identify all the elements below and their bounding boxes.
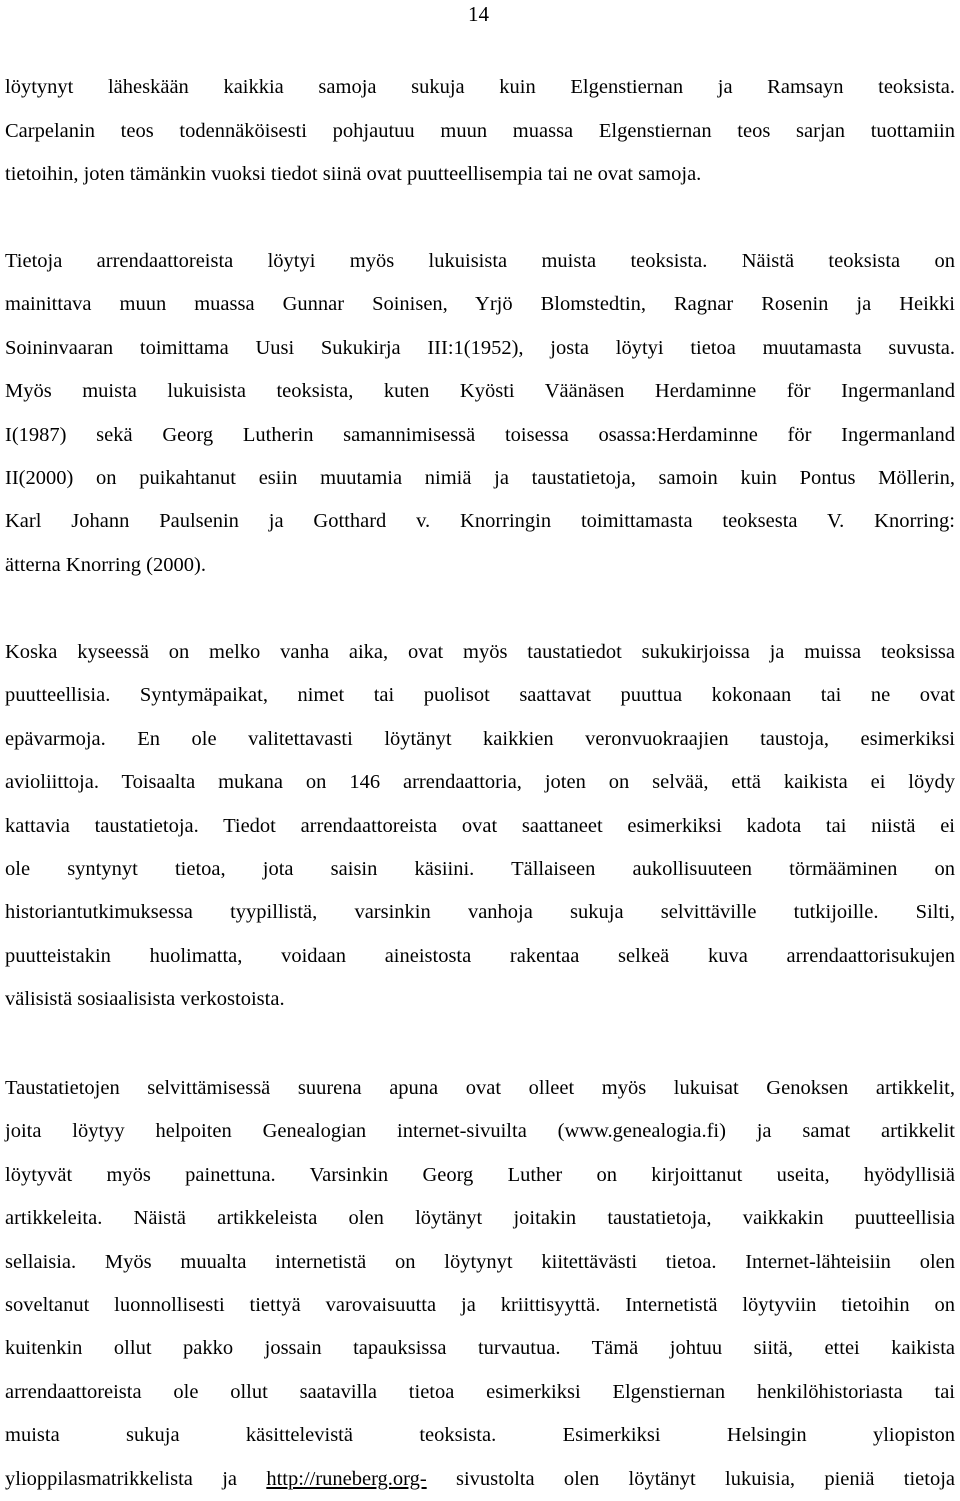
text-line: puutteellisia. Syntymäpaikat, nimet tai puolisot saattavat puuttua kokonaan tai ne ovat — [5, 684, 955, 707]
text-line: I(1987) sekä Georg Lutherin samannimisessä toisessa osassa:Herdaminne för Ingermanland — [5, 423, 955, 446]
text-line: Soininvaaran toimittama Uusi Sukukirja III:1(1952), josta löytyi tietoa muutamasta suvusta. — [5, 336, 955, 359]
paragraph-1 — [5, 66, 955, 197]
text-line: avioliittoja. Toisaalta mukana on 146 arrendaattoria, joten on selvää, että kaikista ei löydy — [5, 771, 955, 794]
text-line: muista sukuja käsittelevistä teoksista. Esimerkiksi Helsingin yliopiston — [5, 1424, 955, 1447]
text-line: Tietoja arrendaattoreista löytyi myös lukuisista muista teoksista. Näistä teoksista on — [5, 250, 955, 272]
text-line: kuitenkin ollut pakko jossain tapauksissa turvautua. Tämä johtuu siitä, ettei kaikista — [5, 1337, 955, 1360]
text-line-with-link — [5, 1458, 955, 1501]
text-line: Carpelanin teos todennäköisesti pohjautuu muun muassa Elgenstiernan teos sarjan tuottamiin — [5, 119, 955, 142]
text-line: puutteistakin huolimatta, voidaan aineistosta rakentaa selkeä kuva arrendaattorisukujen — [5, 944, 955, 967]
text-line: soveltanut luonnollisesti tiettyä varovaisuutta ja kriittisyyttä. Internetistä löytyviin tietoihin on — [5, 1294, 955, 1317]
text-line: löytynyt läheskään kaikkia samoja sukuja kuin Elgenstiernan ja Ramsayn teoksista. — [5, 76, 955, 98]
text-line: välisistä sosiaalisista verkostoista. — [5, 988, 285, 1011]
text-line: ätterna Knorring (2000). — [5, 553, 206, 576]
paragraph-2 — [5, 240, 955, 587]
text-line: joita löytyy helpoiten Genealogian internet-sivuilta (www.genealogia.fi) ja samat artikkelit — [5, 1120, 955, 1143]
text-segment: sivustolta olen löytänyt lukuisia, pieniä tietoja — [426, 1467, 955, 1490]
text-line: epävarmoja. En ole valitettavasti löytänyt kaikkien veronvuokraajien taustoja, esimerkiksi — [5, 727, 955, 750]
text-line: artikkeleita. Näistä artikkeleista olen löytänyt joitakin taustatietoja, vaikkakin puutteellisia — [5, 1207, 955, 1230]
text-line: arrendaattoreista ole ollut saatavilla tietoa esimerkiksi Elgenstiernan henkilöhistoriasta tai — [5, 1380, 955, 1403]
text-line: Myös muista lukuisista teoksista, kuten Kyösti Väänäsen Herdaminne för Ingermanland — [5, 380, 955, 403]
runeberg-link[interactable]: http://runeberg.org- — [266, 1467, 427, 1490]
text-line: mainittava muun muassa Gunnar Soinisen, Yrjö Blomstedtin, Ragnar Rosenin ja Heikki — [5, 293, 955, 316]
text-line: kattavia taustatietoja. Tiedot arrendaattoreista ovat saattaneet esimerkiksi kadota tai niistä ei — [5, 814, 955, 837]
text-line: ole syntynyt tietoa, jota saisin käsiini. Tällaiseen aukollisuuteen törmääminen on — [5, 858, 955, 881]
text-segment: ylioppilasmatrikkelista ja — [5, 1467, 267, 1490]
paragraph-3 — [5, 631, 955, 1022]
text-line: historiantutkimuksessa tyypillistä, varsinkin vanhoja sukuja selvittäville tutkijoille. Silti, — [5, 901, 955, 924]
text-line: Karl Johann Paulsenin ja Gotthard v. Knorringin toimittamasta teoksesta V. Knorring: — [5, 510, 955, 533]
paragraph-4 — [5, 1067, 955, 1501]
text-line: tietoihin, joten tämänkin vuoksi tiedot siinä ovat puutteellisempia tai ne ovat samoja. — [5, 163, 702, 185]
text-line: II(2000) on puikahtanut esiin muutamia nimiä ja taustatietoja, samoin kuin Pontus Möllerin, — [5, 467, 955, 490]
page-number: 14 — [468, 2, 489, 26]
text-line: Taustatietojen selvittämisessä suurena apuna ovat olleet myös lukuisat Genoksen artikkelit, — [5, 1077, 955, 1099]
text-line: sellaisia. Myös muualta internetistä on löytynyt kiitettävästi tietoa. Internet-lähteisiin olen — [5, 1250, 955, 1273]
text-line: löytyvät myös painettuna. Varsinkin Georg Luther on kirjoittanut useita, hyödyllisiä — [5, 1163, 955, 1186]
text-line: Koska kyseessä on melko vanha aika, ovat myös taustatiedot sukukirjoissa ja muissa teoksissa — [5, 641, 955, 663]
